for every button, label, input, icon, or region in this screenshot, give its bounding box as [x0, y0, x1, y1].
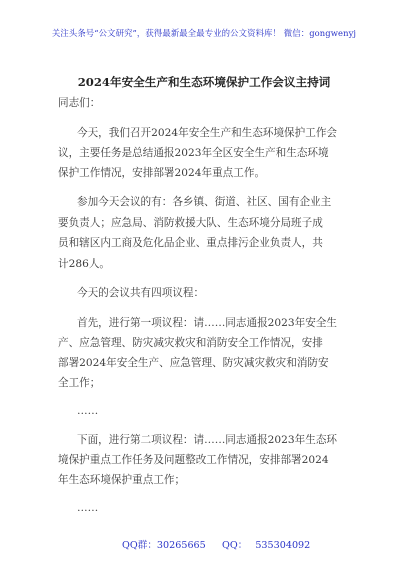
- paragraph-line: 计286人。: [58, 258, 111, 270]
- ellipsis-line: ……: [77, 405, 99, 417]
- paragraph-line: 保护工作情况，安排部署2024年重点工作。: [58, 167, 266, 179]
- qq-contact: [222, 537, 310, 551]
- paragraph-line: 年生态环境保护重点工作；: [58, 474, 186, 486]
- paragraph-line: 参加今天会议的有：各乡镇、街道、社区、国有企业主: [77, 196, 332, 208]
- paragraph-line: 今天，我们召开2024年安全生产和生态环境保护工作会: [77, 127, 338, 139]
- qq-number: 535304092: [255, 540, 311, 551]
- paragraph-line: 境保护重点工作任务及问题整改工作情况，安排部署2024: [58, 454, 329, 466]
- paragraph-line: 要负责人；应急局、消防救援大队、生态环境分局班子成: [58, 217, 323, 229]
- paragraph-line: 员和辖区内工商及危化品企业、重点排污企业负责人，共: [58, 237, 323, 249]
- document-title: 2024年安全生产和生态环境保护工作会议主持词: [77, 75, 331, 89]
- paragraph-line: 今天的会议共有四项议程：: [77, 287, 205, 299]
- qq-group-contact: [122, 537, 206, 551]
- promo-banner: 关注头条号“公文研究”，获得最新最全最专业的公文资料库！ 微信：gongwenyj: [51, 28, 357, 38]
- qq-label: QQ：: [222, 540, 248, 551]
- paragraph-line: 全工作；: [58, 377, 101, 389]
- paragraph-line: 首先，进行第一项议程：请……同志通报2023年安全生: [77, 317, 338, 329]
- paragraph-line: 产、应急管理、防灾减灾救灾和消防安全工作情况，安排: [58, 337, 323, 349]
- qq-group-number: 30265665: [156, 540, 206, 551]
- ellipsis-line: ……: [77, 502, 99, 514]
- qq-group-label: QQ群：: [122, 540, 157, 551]
- salutation: 同志们：: [58, 97, 101, 109]
- paragraph-line: 下面，进行第二项议程：请……同志通报2023年生态环: [77, 434, 338, 446]
- paragraph-line: 部署2024年安全生产、应急管理、防灾减灾救灾和消防安: [58, 357, 329, 369]
- paragraph-line: 议，主要任务是总结通报2023年全区安全生产和生态环境: [58, 147, 329, 159]
